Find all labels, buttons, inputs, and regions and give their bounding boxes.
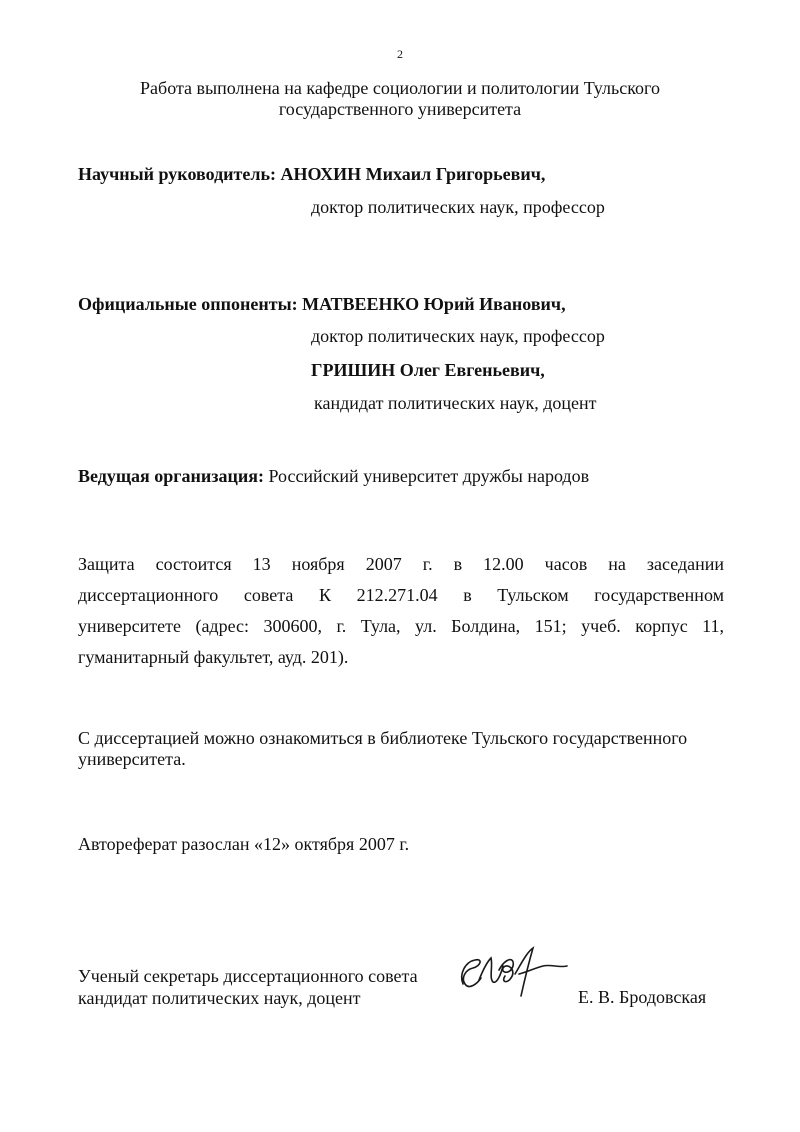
organization-label: Ведущая организация: [78, 466, 264, 486]
defense-line-4: гуманитарный факультет, ауд. 201). [78, 647, 349, 667]
organization-row [78, 466, 589, 487]
supervisor-title: доктор политических наук, профессор [311, 197, 605, 217]
page-number: 2 [397, 47, 403, 61]
secretary-name: Е. В. Бродовская [578, 987, 707, 1007]
opponents-row [78, 294, 566, 315]
defense-line-2: диссертационного совета К 212.271.04 в Тульском государственном [78, 585, 724, 605]
opponents-label: Официальные оппоненты: [78, 294, 298, 314]
opponent-1-name: МАТВЕЕНКО Юрий Иванович, [302, 294, 566, 314]
organization-value: Российский университет дружбы народов [268, 466, 590, 486]
secretary-degree: кандидат политических наук, доцент [78, 988, 361, 1008]
defense-line-3: университете (адрес: 300600, г. Тула, ул. Болдина, 151; учеб. корпус 11, [78, 616, 724, 636]
header-institution [0, 78, 800, 120]
header-line-2: государственного университета [278, 99, 522, 119]
library-line-2: университета. [78, 749, 186, 769]
secretary-position: Ученый секретарь диссертационного совета [78, 966, 418, 986]
defense-line-1: Защита состоится 13 ноября 2007 г. в 12.00 часов на заседании [78, 554, 724, 574]
supervisor-label: Научный руководитель: [78, 164, 276, 184]
opponent-2-name: ГРИШИН Олег Евгеньевич, [311, 360, 545, 380]
supervisor-name: АНОХИН Михаил Григорьевич, [280, 164, 546, 184]
header-line-1: Работа выполнена на кафедре социологии и политологии Тульского [140, 78, 660, 98]
defense-paragraph [78, 549, 724, 673]
supervisor-row [78, 164, 545, 185]
opponent-2-title: кандидат политических наук, доцент [314, 393, 597, 413]
library-paragraph [78, 728, 687, 770]
library-line-1: С диссертацией можно ознакомиться в библиотеке Тульского государственного [78, 728, 688, 748]
secretary-block [78, 965, 418, 1009]
handwritten-signature [455, 944, 575, 1000]
opponent-1-title: доктор политических наук, профессор [311, 326, 605, 346]
abstract-sent-date: Автореферат разослан «12» октября 2007 г. [78, 834, 410, 854]
